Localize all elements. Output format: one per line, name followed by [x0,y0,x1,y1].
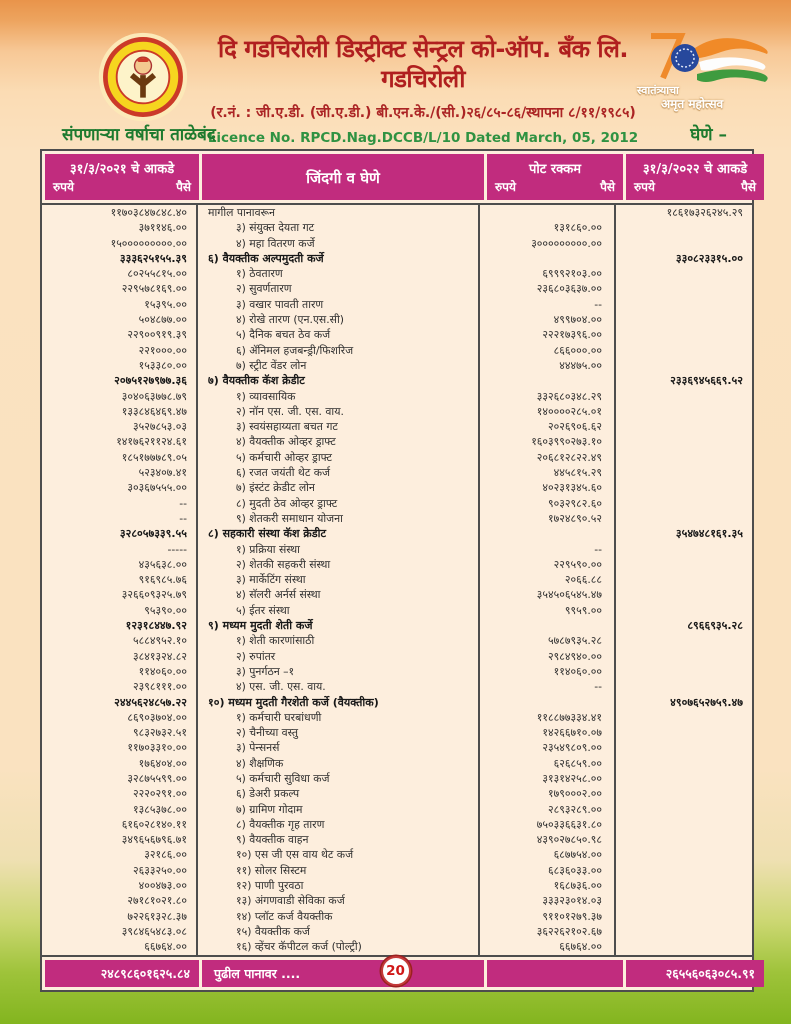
amount-2022-cell [614,450,752,465]
table-row [42,924,752,939]
paise-label: पैसे [600,180,615,194]
particulars-cell: ४) महा वितरण कर्जे [196,236,478,251]
amount-2022-cell: ८९६६९३५.२८ [614,618,752,633]
particulars-cell: ७) ग्रामिण गोदाम [196,802,478,817]
amount-2021-cell: १७६४०४.०० [138,756,187,770]
table-row [42,817,752,832]
particulars-cell: मागील पानावरून [196,205,478,220]
particulars-cell: २) सुवर्णतारण [196,281,478,296]
amount-2022-cell [614,297,752,312]
table-row [42,220,752,235]
rupaye-label: रुपये [634,180,655,194]
amount-2022-cell [614,649,752,664]
particulars-cell: ९) मध्यम मुदती शेती कर्जे [196,618,478,633]
subtotal-cell: १६०३९९०२७३.१० [478,434,614,449]
subtotal-cell: ११८८७७३३४.४१ [478,710,614,725]
amount-2022-cell [614,878,752,893]
amount-2021-cell: ३४९६५६७९६.७१ [121,833,187,847]
amount-2021-cell: ८६९०३७०४.०० [127,710,187,724]
particulars-cell: ४) वैयक्तीक ओव्हर ड्राफ्ट [196,434,478,449]
table-row [42,205,752,220]
particulars-cell: ६) ॲनिमल हजबन्ड्री/फिशरिज [196,343,478,358]
amount-2022-cell [614,496,752,511]
particulars-cell: ५) कर्मचारी सुविधा कर्ज [196,771,478,786]
particulars-cell: २) शेतकी सहकरी संस्था [196,557,478,572]
amount-2021-cell: १३८५३७८.०० [133,802,187,816]
amount-2022-cell [614,434,752,449]
table-row [42,312,752,327]
subtotal-cell: ४०२३१३४५.६० [478,480,614,495]
amount-2022-cell [614,633,752,648]
subtotal-cell: ३०००००००००.०० [478,236,614,251]
table-row [42,847,752,862]
table-row [42,649,752,664]
amount-2021-cell: १५३९५.०० [144,297,187,311]
particulars-cell: १) शेती कारणांसाठी [196,633,478,648]
particulars-cell: ११) सोलर सिस्टम [196,863,478,878]
column-subheader [626,177,764,197]
table-row [42,939,752,954]
amount-2021-cell: ३२८०५७३३९.५५ [119,527,187,541]
subtotal-cell: ११४०६०.०० [478,664,614,679]
subtotal-cell: १३१८६०.०० [478,220,614,235]
azadi-text-line2: अमृत महोत्सव [661,97,724,111]
subtotal-cell: १४२६६७१०.०७ [478,725,614,740]
table-row [42,236,752,251]
amount-2022-cell [614,756,752,771]
subtotal-cell: ३६२२६२१०२.६७ [478,924,614,939]
amount-2021-cell: ४००४७३.०० [138,879,187,893]
azadi-text-line1: स्वातंत्र्याचा [637,84,679,97]
amount-2021-cell: १८५१७७७८९.०५ [121,450,187,464]
rupaye-label: रुपये [495,180,516,194]
amount-2021-cell: ११४०६०.०० [138,664,187,678]
column-title: पोट रक्कम [529,162,581,177]
paise-label: पैसे [741,180,756,194]
amount-2022-cell: ४९०७६५२७५९.४७ [614,695,752,710]
table-row [42,756,752,771]
table-row [42,695,752,710]
table-row [42,572,752,587]
amount-2021-cell: ९१६९८५.७६ [138,573,187,587]
table-row [42,358,752,373]
table-row [42,603,752,618]
table-row [42,419,752,434]
flag-wave-saffron [695,38,768,58]
amount-2022-cell [614,587,752,602]
amount-2022-cell [614,572,752,587]
subtotal-cell: ४४४७५.०० [478,358,614,373]
particulars-cell: ७) इंस्टंट क्रेडीट लोन [196,480,478,495]
amount-2021-cell: ३५२७८५३.०३ [133,420,187,434]
particulars-cell: ५) कर्मचारी ओव्हर ड्राफ्ट [196,450,478,465]
column-header-2021 [45,154,199,200]
column-title: ३१/३/२०२२ चे आकडे [642,162,748,177]
bank-emblem-icon [96,30,190,124]
flag-wave-white [699,57,765,70]
amount-2022-cell [614,511,752,526]
ashoka-chakra-icon [671,44,699,72]
amount-2021-cell: २४४५६२४८५७.२२ [114,695,187,709]
particulars-cell: ८) वैयक्तीक गृह तारण [196,817,478,832]
amount-2022-cell [614,419,752,434]
amount-2021-cell: ११७०३८४७८४८.४० [110,206,187,219]
amount-2022-cell [614,710,752,725]
table-row [42,297,752,312]
subtotal-cell: ४४५८१५.२९ [478,465,614,480]
amount-2021-cell: -- [179,496,187,510]
subtotal-cell: ३१३१४२५८.०० [478,771,614,786]
amount-2022-cell [614,939,752,954]
amount-2022-cell [614,465,752,480]
table-row [42,511,752,526]
particulars-cell: ३) पुनर्गठन –१ [196,664,478,679]
subtotal-cell [478,695,614,710]
amount-2022-cell [614,343,752,358]
amount-2022-cell: ३५४७४८१६१.३५ [614,526,752,541]
subtotal-cell: २२२१७३९६.०० [478,327,614,342]
particulars-cell: १) प्रक्रिया संस्था [196,542,478,557]
amount-2022-cell [614,312,752,327]
particulars-cell: ५) ईतर संस्था [196,603,478,618]
ghene-caption: घेणे – [690,125,727,145]
table-row [42,740,752,755]
particulars-cell: १४) प्लॉट कर्ज वैयक्तीक [196,909,478,924]
subtotal-cell: ६६७६४.०० [478,939,614,954]
amount-2021-cell: ३८४१३२४.८२ [133,649,187,663]
amount-2021-cell: ६६७६४.०० [144,940,187,954]
table-row [42,450,752,465]
header [198,34,648,146]
amount-2022-cell [614,557,752,572]
subtotal-cell: -- [478,297,614,312]
amount-2022-cell [614,924,752,939]
particulars-cell: ६) वैयक्तीक अल्पमुदती कर्जे [196,251,478,266]
table-row [42,725,752,740]
subtotal-cell: १४००००२८५.०१ [478,404,614,419]
table-row [42,266,752,281]
amount-2021-cell: २३९८१११.०० [133,680,187,694]
amount-2021-cell: ५२३४०७.४१ [138,466,187,480]
table-row [42,832,752,847]
table-row [42,664,752,679]
particulars-cell: ६) डेअरी प्रकल्प [196,786,478,801]
table-row [42,343,752,358]
subtotal-cell: १६८७३६.०० [478,878,614,893]
subtotal-cell: ३३२६८०३४८.२९ [478,389,614,404]
column-header-2022 [626,154,764,200]
subtotal-cell: १७२४८९०.५२ [478,511,614,526]
subtotal-cell: ५७८७९३५.२८ [478,633,614,648]
amount-2022-cell: १८६१७३२६२४५.२९ [614,205,752,220]
table-row [42,633,752,648]
column-title: ३१/३/२०२१ चे आकडे [69,162,175,177]
table-row [42,496,752,511]
subtotal-cell: -- [478,542,614,557]
amount-2021-cell: १५३३८०.०० [138,358,187,372]
table-row [42,909,752,924]
amount-2021-cell: ३३३६२५१५५.३९ [119,251,187,265]
subtotal-cell: २३५४९८०९.०० [478,740,614,755]
particulars-cell: ४) सॅलरी अर्नर्स संस्था [196,587,478,602]
amount-2021-cell: ७२२६१३२८.३७ [127,909,187,923]
amount-2021-cell: ५०४८७७.०० [138,313,187,327]
amount-2022-cell [614,847,752,862]
amount-2021-cell: १४१७६२११२४.६१ [116,435,187,449]
column-subheader [45,177,199,197]
table-row [42,251,752,266]
subtotal-cell: ४३९०२७८५०.९८ [478,832,614,847]
subtotal-cell: ९९५९.०० [478,603,614,618]
subtotal-cell: ३३३२३०१४.०३ [478,893,614,908]
particulars-cell: १३) अंगणवाडी सेविका कर्ज [196,893,478,908]
footer-amount-2022: २६५५६०६३०८५.९१ [626,960,764,987]
amount-2022-cell [614,802,752,817]
amount-2022-cell [614,893,752,908]
subtotal-cell: २२९५९०.०० [478,557,614,572]
amount-2021-cell: -- [179,511,187,525]
subtotal-cell: ९११०१२७९.३७ [478,909,614,924]
column-header-subtotal [487,154,623,200]
subtotal-cell [478,251,614,266]
subtotal-cell: ८६६०००.०० [478,343,614,358]
subtotal-cell [478,373,614,388]
amount-2021-cell: ५८८४९५२.१० [133,634,187,648]
particulars-cell: १५) वैयक्तीक कर्ज [196,924,478,939]
amount-2022-cell [614,404,752,419]
particulars-cell: २) रुपांतर [196,649,478,664]
amount-2022-cell [614,786,752,801]
amount-2021-cell: ९८३२७३२.५१ [133,726,187,740]
table-row [42,893,752,908]
amount-2021-cell: २७१८१०२१.८० [127,894,187,908]
azadi-logo-graphic [633,26,775,126]
amount-2022-cell [614,480,752,495]
table-row [42,434,752,449]
particulars-cell: २) चैनीच्या वस्तु [196,725,478,740]
table-row [42,373,752,388]
amount-2022-cell: २३३६९४५६६९.५२ [614,373,752,388]
paise-label: पैसे [176,180,191,194]
amount-2021-cell: १२३१८४४७.९२ [125,619,187,633]
particulars-cell: १०) एस जी एस वाय थेट कर्ज [196,847,478,862]
particulars-cell: १) ठेवतारण [196,266,478,281]
amount-2022-cell: ३३०८२३३१५.०० [614,251,752,266]
amount-2022-cell [614,266,752,281]
amount-2021-cell: ३२६६०९३२५.७९ [121,588,187,602]
amount-2022-cell [614,358,752,373]
amount-2021-cell: ९५३९०.०० [144,603,187,617]
amount-2022-cell [614,740,752,755]
azadi-mahotsav-logo-icon [633,26,775,126]
subtotal-cell: २८९३२८९.०० [478,802,614,817]
particulars-cell: १२) पाणी पुरवठा [196,878,478,893]
particulars-cell: ९) शेतकरी समाधान योजना [196,511,478,526]
amount-2021-cell: ११७०३३१०.०० [127,741,187,755]
table-header-row [42,151,756,205]
table-row [42,465,752,480]
table-row [42,281,752,296]
amount-2021-cell: ६१६०२८१४०.११ [121,817,187,831]
particulars-cell: ३) वखार पावती तारण [196,297,478,312]
amount-2021-cell: ४३५६३८.०० [138,557,187,571]
amount-2022-cell [614,832,752,847]
subtotal-cell [478,526,614,541]
amount-2021-cell: ३७११४६.०० [138,221,187,235]
subtotal-cell: २०२६९०६.६२ [478,419,614,434]
subtotal-cell [478,618,614,633]
particulars-cell: १६) व्हेंचर कॅपीटल कर्ज (पोल्ट्री) [196,939,478,954]
amount-2021-cell: ३०४०६३७७८.७९ [121,389,187,403]
rupaye-label: रुपये [53,180,74,194]
subtotal-cell: ७५०३३६६३१.८० [478,817,614,832]
subtotal-cell: -- [478,679,614,694]
subtotal-cell: २०६६.८८ [478,572,614,587]
table-row [42,679,752,694]
particulars-cell: २) नॉन एस. जी. एस. वाय. [196,404,478,419]
particulars-cell: ५) दैनिक बचत ठेव कर्ज [196,327,478,342]
table-row [42,878,752,893]
table-row [42,786,752,801]
footer-subtotal [487,960,623,987]
particulars-cell: ८) मुदती ठेव ओव्हर ड्राफ्ट [196,496,478,511]
table-row [42,557,752,572]
table-row [42,480,752,495]
subtotal-cell: २९८४९४०.०० [478,649,614,664]
particulars-cell: ४) एस. जी. एस. वाय. [196,679,478,694]
amount-2021-cell: २२२०२९१.०० [133,787,187,801]
amount-2021-cell: ८०२५५८१५.०० [127,267,187,281]
amount-2022-cell [614,281,752,296]
column-subheader [487,177,623,197]
subtotal-cell: ६८३६०३३.०० [478,863,614,878]
amount-2022-cell [614,389,752,404]
table-row [42,404,752,419]
amount-2021-cell: २०७५१२७९७७.३६ [114,374,187,388]
subtotal-cell: ६९९९२१०३.०० [478,266,614,281]
balance-sheet-caption: संपणाऱ्या वर्षाचा ताळेबंद [62,125,216,145]
particulars-cell: ४) शैक्षणिक [196,756,478,771]
subtotal-cell: ३५४५०६५४५.४७ [478,587,614,602]
amount-2021-cell: ३९८४६५४८३.०८ [121,924,187,938]
particulars-cell: ७) वैयक्तीक कॅश क्रेडीट [196,373,478,388]
particulars-cell: १) व्यावसायिक [196,389,478,404]
amount-2022-cell [614,603,752,618]
amount-2021-cell: २२१०००.०० [138,343,187,357]
table-row [42,802,752,817]
licence-line: Licence No. RPCD.Nag.DCCB/L/10 Dated March, 05, 2012 [207,130,639,146]
registration-line: (र.नं. : जी.ए.डी. (जी.ए.डी.) बी.एन.के./(सी.)२६/८५-८६/स्थापना ८/११/१९८५) [210,105,636,121]
amount-2022-cell [614,664,752,679]
subtotal-cell: १७९०००२.०० [478,786,614,801]
footer-amount-2021: २४८९८६०१६२५.८४ [45,960,199,987]
table-row [42,542,752,557]
amount-2022-cell [614,725,752,740]
particulars-cell: ७) स्ट्रीट वेंडर लोन [196,358,478,373]
amount-2021-cell: १५०००००००००.०० [110,236,187,250]
particulars-cell: ९) वैयक्तीक वाहन [196,832,478,847]
table-row [42,863,752,878]
amount-2021-cell: ३२८७५५९९.०० [127,771,187,785]
emblem-turban-band [137,58,148,62]
table-row [42,618,752,633]
table-body [42,205,752,955]
subtotal-cell: २०६८१२८२२.४९ [478,450,614,465]
amount-2022-cell [614,542,752,557]
table-row [42,587,752,602]
table-row [42,710,752,725]
amount-2021-cell: १३३८४६४६९.४७ [121,404,187,418]
amount-2021-cell: २२९००९१९.३९ [127,328,187,342]
subtotal-cell: ६२६८५९.०० [478,756,614,771]
subtotal-cell [478,205,614,220]
table-row [42,389,752,404]
amount-2022-cell [614,327,752,342]
bank-title: दि गडचिरोली डिस्ट्रीक्ट सेन्ट्रल को-ऑप. बँक लि. गडचिरोली [217,35,629,93]
amount-2021-cell: २२९५७८१६९.०० [121,282,187,296]
balance-table [40,149,754,992]
column-title: जिंदगी व घेणे [306,169,380,187]
particulars-cell: १०) मध्यम मुदती गैरशेती कर्जे (वैयक्तीक) [196,695,478,710]
flag-wave-green [697,69,768,82]
column-header-particulars [202,154,484,200]
subtotal-cell: ४९९७०४.०० [478,312,614,327]
amount-2021-cell: ३०३६७५५५.०० [127,481,187,495]
subtotal-cell: २३६८०३६३७.०० [478,281,614,296]
particulars-cell: ३) पेन्सनर्स [196,740,478,755]
amount-2022-cell [614,236,752,251]
amount-2021-cell: ----- [167,542,187,556]
amount-2021-cell: २६३३२५०.०० [133,863,187,877]
particulars-cell: ३) मार्केटिंग संस्था [196,572,478,587]
amount-2022-cell [614,817,752,832]
amount-2022-cell [614,771,752,786]
table-row [42,526,752,541]
subtotal-cell: ६८७७५४.०० [478,847,614,862]
amount-2022-cell [614,220,752,235]
amount-2022-cell [614,679,752,694]
amount-2022-cell [614,863,752,878]
table-row [42,327,752,342]
footer-carried-forward-label: पुढील पानावर .... [202,960,484,987]
particulars-cell: ६) रजत जयंती थेट कर्ज [196,465,478,480]
amount-2021-cell: ३२१८६.०० [144,848,187,862]
particulars-cell: ३) स्वयंसहाय्यता बचत गट [196,419,478,434]
subtotal-cell: ९०३२९८२.६० [478,496,614,511]
particulars-cell: ३) संयुक्त देयता गट [196,220,478,235]
page-number-badge: 20 [381,956,411,986]
particulars-cell: ८) सहकारी संस्था कॅश क्रेडीट [196,526,478,541]
particulars-cell: ४) रोखे तारण (एन.एस.सी) [196,312,478,327]
particulars-cell: १) कर्मचारी घरबांधणी [196,710,478,725]
amount-2022-cell [614,909,752,924]
table-row [42,771,752,786]
